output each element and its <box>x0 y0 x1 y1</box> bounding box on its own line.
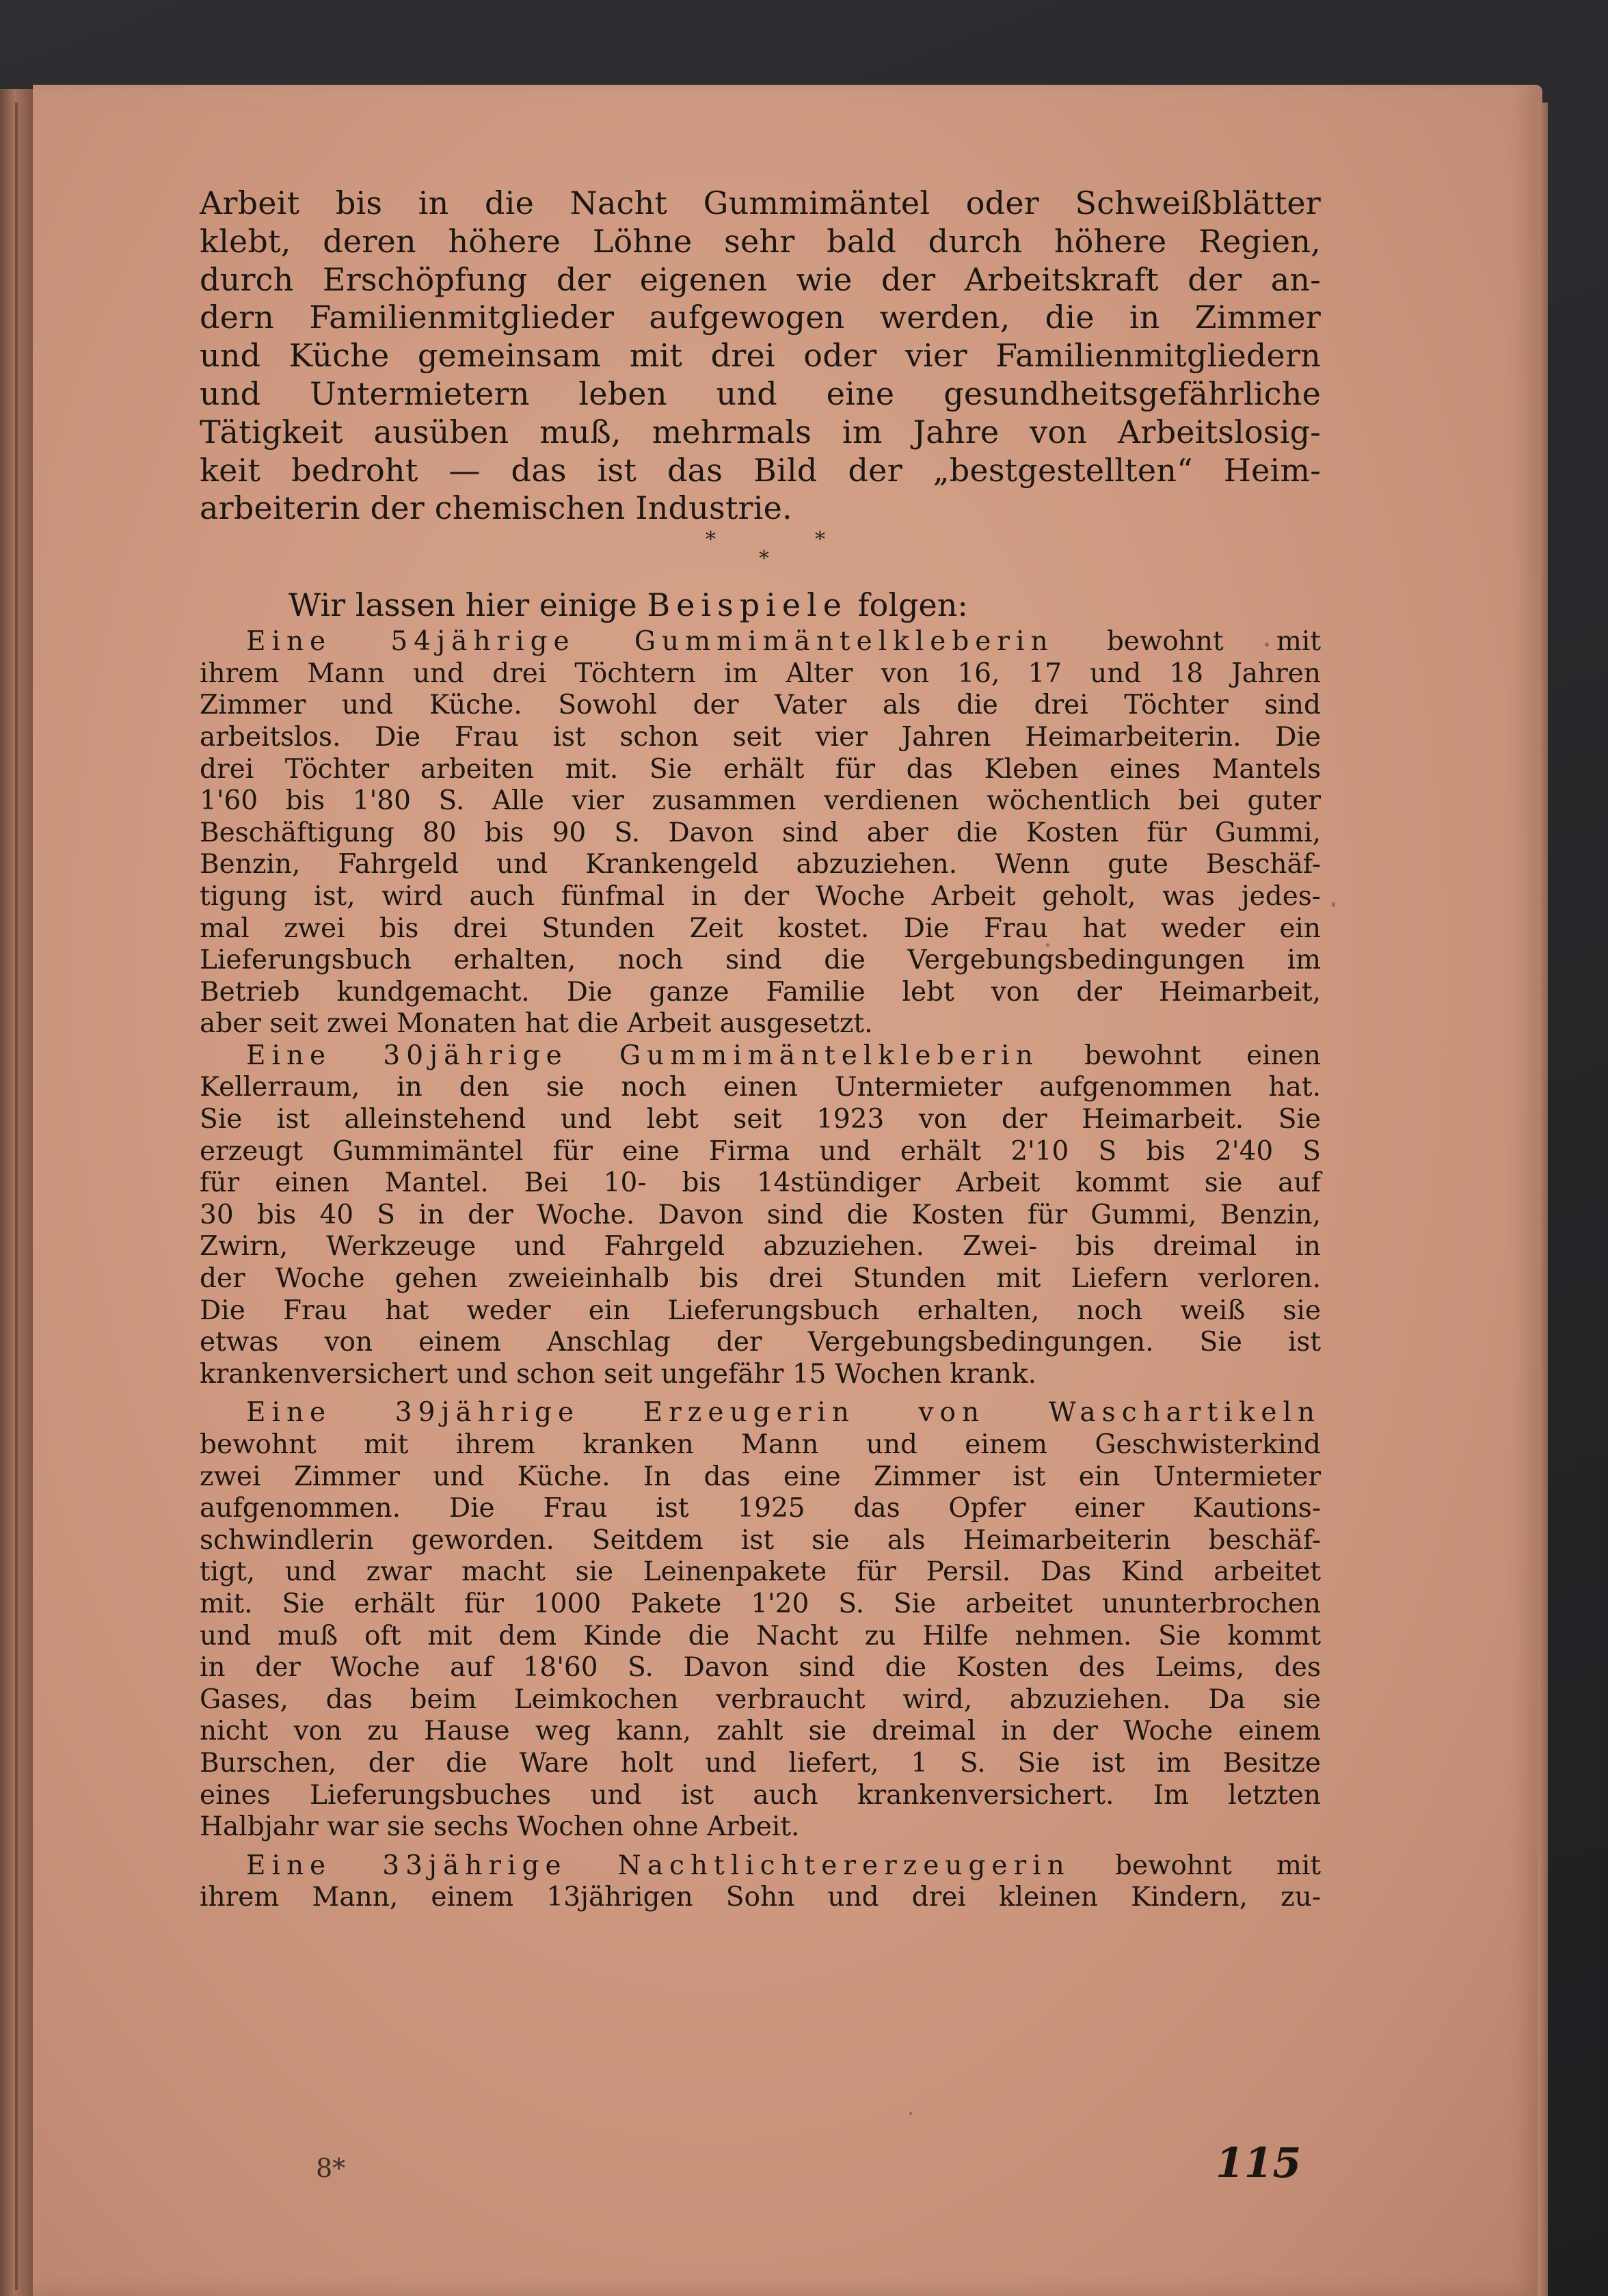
text-line <box>200 1850 1321 1882</box>
text-line: Zimmer und Küche. Sowohl der Vater als die drei Töchter sind <box>200 690 1321 721</box>
text-span: bewohnt einen <box>1038 1040 1322 1071</box>
text-line: krankenversichert und schon seit ungefähr 15 Wochen krank. <box>200 1358 1036 1390</box>
text-line: Beschäftigung 80 bis 90 S. Davon sind aber die Kosten für Gummi, <box>200 817 1321 848</box>
paragraph-gap <box>200 1390 1321 1397</box>
text-line: Tätigkeit ausüben muß, mehrmals im Jahre von Arbeitslosig- <box>200 413 1321 450</box>
text-line: nicht von zu Hause weg kann, zahlt sie dreimal in der Woche einem <box>200 1716 1321 1747</box>
text-line: etwas von einem Anschlag der Vergebungsbedingungen. Sie ist <box>200 1327 1321 1358</box>
text-line: mit. Sie erhält für 1000 Pakete 1'20 S. Sie arbeitet ununterbrochen <box>200 1588 1321 1619</box>
text-line: zwei Zimmer und Küche. In das eine Zimmer ist ein Untermieter <box>200 1461 1321 1492</box>
text-line: und Untermietern leben und eine gesundheitsgefährliche <box>200 375 1321 412</box>
binding-line <box>15 103 18 2290</box>
separator-asterisk: * <box>759 547 769 571</box>
text-line: Burschen, der die Ware holt und liefert, 1 S. Sie ist im Besitze <box>200 1747 1321 1779</box>
text-line: eines Lieferungsbuches und ist auch krankenversichert. Im letzten <box>200 1779 1321 1811</box>
text-line: der Woche gehen zweieinhalb bis drei Stunden mit Liefern verloren. <box>200 1263 1321 1295</box>
text-line: aber seit zwei Monaten hat die Arbeit ausgesetzt. <box>200 1008 873 1040</box>
text-line: für einen Mantel. Bei 10- bis 14stündiger Arbeit kommt sie auf <box>200 1167 1321 1199</box>
text-line: Gases, das beim Leimkochen verbraucht wird, abzuziehen. Da sie <box>200 1684 1321 1715</box>
examples-lead <box>200 584 1321 626</box>
text-line: und Küche gemeinsam mit drei oder vier Familienmitgliedern <box>200 337 1321 375</box>
page-stack-edge <box>1538 103 1548 2296</box>
lead-text: folgen: <box>848 586 968 624</box>
lead-emphasis: Beispiele <box>647 586 848 624</box>
text-line: mal zwei bis drei Stunden Zeit kostet. Die Frau hat weder ein <box>200 913 1321 944</box>
text-line: Lieferungsbuch erhalten, noch sind die Vergebungsbedingungen im <box>200 945 1321 976</box>
text-line: ihrem Mann und drei Töchtern im Alter von 16, 17 und 18 Jahren <box>200 658 1321 689</box>
text-line <box>200 1040 1321 1072</box>
separator-asterisk: * <box>706 528 716 552</box>
separator-asterisk: * <box>815 528 825 552</box>
example-heading: Eine 54jährige Gummimäntelkleberin <box>246 626 1054 658</box>
page-number: 115 <box>1216 2139 1302 2187</box>
text-line: Die Frau hat weder ein Lieferungsbuch erhalten, noch weiß sie <box>200 1295 1321 1326</box>
text-line: Halbjahr war sie sechs Wochen ohne Arbeit. <box>200 1811 800 1843</box>
text-line: Sie ist alleinstehend und lebt seit 1923 von der Heimarbeit. Sie <box>200 1104 1321 1135</box>
text-line: Arbeit bis in die Nacht Gummimäntel oder Schweißblätter <box>200 185 1321 221</box>
text-line: tigung ist, wird auch fünfmal in der Woche Arbeit geholt, was jedes- <box>200 880 1321 912</box>
text-line: keit bedroht — das ist das Bild der „bestgestellten“ Heim- <box>200 451 1321 489</box>
example-paragraph <box>200 1397 1321 1843</box>
signature-mark: 8* <box>316 2153 346 2183</box>
example-heading: Eine 33jährige Nachtlichtererzeugerin <box>246 1850 1071 1881</box>
example-heading: Eine 39jährige Erzeugerin von Waschartikeln <box>246 1397 1321 1429</box>
text-line: Betrieb kundgemacht. Die ganze Familie lebt von der Heimarbeit, <box>200 976 1321 1008</box>
text-line: arbeitslos. Die Frau ist schon seit vier Jahren Heimarbeiterin. Die <box>200 721 1321 753</box>
example-heading: Eine 30jährige Gummimäntelkleberin <box>246 1040 1039 1071</box>
text-line: Kellerraum, in den sie noch einen Untermieter aufgenommen hat. <box>200 1072 1321 1103</box>
text-line: Zwirn, Werkzeuge und Fahrgeld abzuziehen. Zwei- bis dreimal in <box>200 1231 1321 1262</box>
intro-paragraph <box>200 185 1321 528</box>
text-line: und muß oft mit dem Kinde die Nacht zu Hilfe nehmen. Sie kommt <box>200 1620 1321 1651</box>
page-text <box>200 185 1321 1914</box>
text-line: drei Töchter arbeiten mit. Sie erhält für das Kleben eines Mantels <box>200 753 1321 785</box>
text-line: in der Woche auf 18'60 S. Davon sind die Kosten des Leims, des <box>200 1652 1321 1684</box>
text-line: ihrem Mann, einem 13jährigen Sohn und drei kleinen Kindern, zu- <box>200 1882 1321 1913</box>
text-line: arbeiterin der chemischen Industrie. <box>200 489 792 527</box>
text-line: durch Erschöpfung der eigenen wie der Arbeitskraft der an- <box>200 260 1321 298</box>
text-line: klebt, deren höhere Löhne sehr bald durch höhere Regien, <box>200 222 1321 260</box>
text-line <box>200 626 1321 658</box>
text-line: erzeugt Gummimäntel für eine Firma und erhält 2'10 S bis 2'40 S <box>200 1135 1321 1167</box>
text-line <box>200 1397 1321 1429</box>
paper-speck <box>1332 902 1335 907</box>
paper-speck <box>909 2112 912 2115</box>
text-line: 30 bis 40 S in der Woche. Davon sind die Kosten für Gummi, Benzin, <box>200 1199 1321 1230</box>
example-paragraph <box>200 626 1321 1040</box>
text-line: aufgenommen. Die Frau ist 1925 das Opfer einer Kautions- <box>200 1493 1321 1524</box>
lead-text: Wir lassen hier einige <box>289 586 647 624</box>
text-line: Benzin, Fahrgeld und Krankengeld abzuziehen. Wenn gute Beschäf- <box>200 849 1321 880</box>
text-line: schwindlerin geworden. Seitdem ist sie als Heimarbeiterin beschäf- <box>200 1524 1321 1556</box>
section-separator <box>200 528 1321 584</box>
text-span: bewohnt mit <box>1070 1850 1321 1881</box>
text-span: bewohnt mit <box>1054 626 1321 658</box>
text-line: 1'60 bis 1'80 S. Alle vier zusammen verdienen wöchentlich bei guter <box>200 785 1321 817</box>
text-line: bewohnt mit ihrem kranken Mann und einem Geschwisterkind <box>200 1429 1321 1461</box>
text-line: dern Familienmitglieder aufgewogen werden, die in Zimmer <box>200 299 1321 336</box>
example-paragraph <box>200 1040 1321 1391</box>
text-line: tigt, und zwar macht sie Leinenpakete für Persil. Das Kind arbeitet <box>200 1556 1321 1588</box>
example-paragraph <box>200 1850 1321 1914</box>
paragraph-gap <box>200 1843 1321 1850</box>
